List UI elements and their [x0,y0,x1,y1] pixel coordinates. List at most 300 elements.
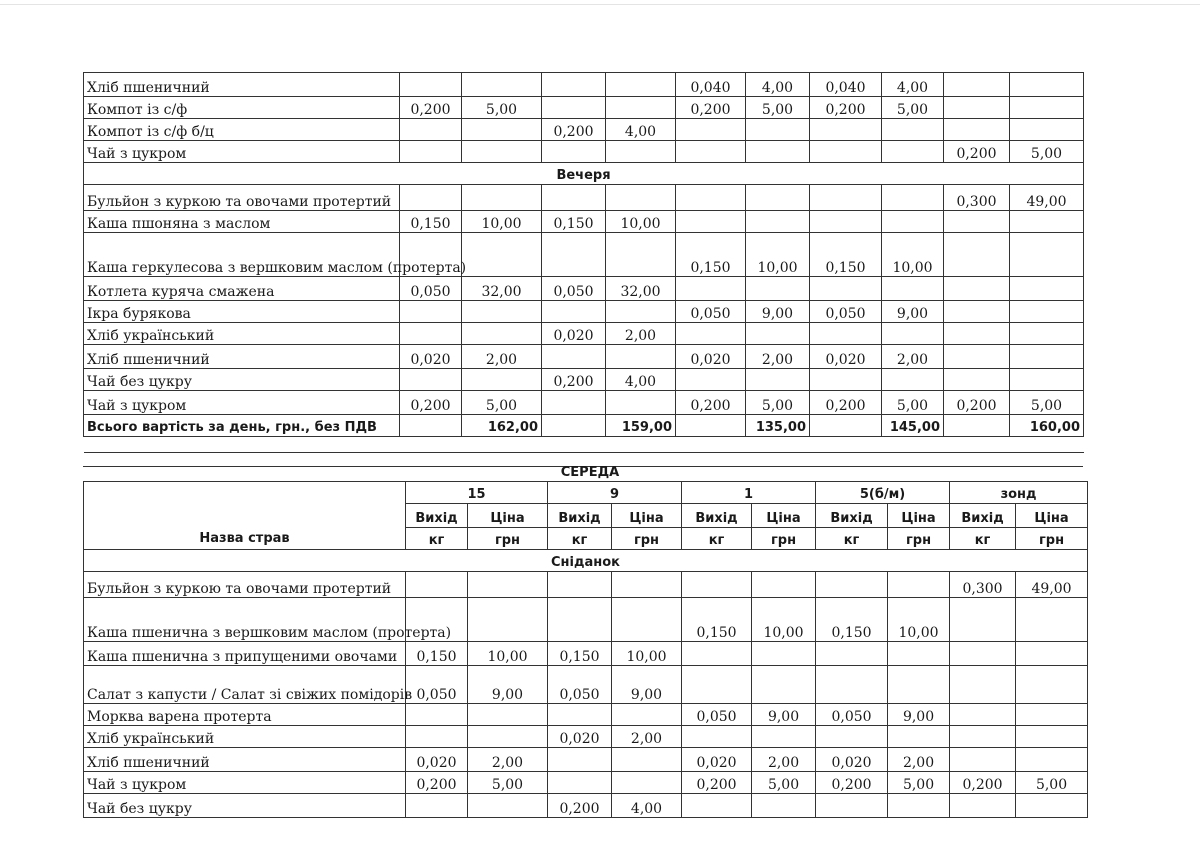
price-cell [888,572,950,598]
price-cell: 4,00 [606,119,676,141]
price-cell: 2,00 [462,345,542,369]
output-unit: кг [816,528,888,550]
output-unit: кг [682,528,752,550]
price-cell [1016,794,1088,818]
table-row [84,211,1084,233]
output-kg-cell: 0,050 [548,666,612,704]
price-cell [882,119,944,141]
dish-name: Бульйон з куркою та овочами протертий [84,185,400,211]
price-header: Ціна [468,504,548,528]
dish-name: Чай без цукру [84,794,406,818]
price-cell [746,369,810,391]
output-kg-cell: 0,040 [810,73,882,97]
price-cell [462,369,542,391]
output-kg-cell [810,185,882,211]
output-kg-cell [682,726,752,748]
output-kg-cell: 0,050 [406,666,468,704]
price-cell [1016,598,1088,642]
output-kg-cell [950,748,1016,772]
table-row [84,704,1088,726]
price-cell [1010,323,1084,345]
price-cell [746,141,810,163]
output-kg-cell [950,794,1016,818]
output-kg-cell [400,301,462,323]
price-cell: 2,00 [752,748,816,772]
output-kg-cell: 0,040 [676,73,746,97]
price-cell [606,185,676,211]
price-cell: 5,00 [746,391,810,415]
output-kg-cell [816,726,888,748]
output-kg-cell [950,642,1016,666]
price-cell: 10,00 [606,211,676,233]
price-cell [1010,369,1084,391]
output-kg-cell: 0,020 [542,323,606,345]
output-kg-cell [548,704,612,726]
table-row [84,141,1084,163]
output-kg-cell [810,277,882,301]
output-kg-cell [542,73,606,97]
output-kg-cell: 0,200 [676,97,746,119]
output-header: Вихід [406,504,468,528]
output-kg-cell [542,233,606,277]
price-cell [888,726,950,748]
price-cell [612,748,682,772]
price-cell [462,185,542,211]
output-kg-cell [944,323,1010,345]
price-cell [882,369,944,391]
output-kg-cell: 0,200 [810,391,882,415]
price-cell [462,119,542,141]
output-kg-cell: 0,150 [406,642,468,666]
dish-name: Каша пшенична з припущеними овочами [84,642,406,666]
price-cell: 9,00 [882,301,944,323]
price-cell [1016,704,1088,726]
output-kg-cell [542,391,606,415]
table-row [84,642,1088,666]
table-row [84,73,1084,97]
dish-name: Чай з цукром [84,772,406,794]
price-cell: 5,00 [888,772,950,794]
output-kg-cell [548,572,612,598]
price-cell [746,119,810,141]
group-header-zond: зонд [950,482,1088,504]
dish-name: Каша пшоняна з маслом [84,211,400,233]
group-header-9: 9 [548,482,682,504]
price-cell [1010,233,1084,277]
price-cell [752,726,816,748]
menu-table-wednesday [83,481,1088,818]
price-cell [462,233,542,277]
table-row [84,572,1088,598]
price-cell [1010,97,1084,119]
output-kg-cell: 0,050 [810,301,882,323]
price-cell [606,141,676,163]
total-value: 145,00 [882,415,944,437]
output-kg-cell [406,572,468,598]
output-kg-cell [944,345,1010,369]
output-kg-cell: 0,020 [682,748,752,772]
table-row [84,277,1084,301]
output-kg-cell [816,642,888,666]
price-cell [1010,277,1084,301]
price-header: Ціна [1016,504,1088,528]
output-kg-cell: 0,150 [676,233,746,277]
price-cell: 2,00 [882,345,944,369]
price-cell: 2,00 [468,748,548,772]
price-cell: 49,00 [1016,572,1088,598]
dish-name: Морква варена протерта [84,704,406,726]
table-row [84,345,1084,369]
output-kg-cell: 0,050 [682,704,752,726]
output-kg-cell: 0,020 [400,345,462,369]
price-cell: 9,00 [752,704,816,726]
price-cell: 4,00 [882,73,944,97]
price-cell [606,97,676,119]
output-kg-cell [542,301,606,323]
table-row [84,323,1084,345]
output-kg-cell: 0,200 [944,391,1010,415]
output-unit: кг [548,528,612,550]
output-kg-cell [944,233,1010,277]
price-cell [888,794,950,818]
price-cell: 9,00 [468,666,548,704]
dish-name: Ікра бурякова [84,301,400,323]
price-cell: 10,00 [612,642,682,666]
section-title-breakfast: Сніданок [84,550,1088,572]
section-row [84,550,1088,572]
output-kg-cell [810,211,882,233]
output-kg-cell: 0,050 [676,301,746,323]
output-kg-cell [810,141,882,163]
total-value: 162,00 [462,415,542,437]
price-cell [1016,726,1088,748]
price-unit: грн [612,528,682,550]
price-cell [882,211,944,233]
price-cell [752,666,816,704]
output-kg-cell [676,369,746,391]
price-unit: грн [1016,528,1088,550]
section-row [84,163,1084,185]
output-kg-cell [406,704,468,726]
price-cell: 10,00 [468,642,548,666]
total-row [84,415,1084,437]
output-kg-cell: 0,200 [542,119,606,141]
price-header: Ціна [612,504,682,528]
price-cell [882,185,944,211]
price-cell: 5,00 [1010,141,1084,163]
dish-name: Котлета куряча смажена [84,277,400,301]
output-kg-cell: 0,150 [548,642,612,666]
price-cell [462,323,542,345]
table-row [84,97,1084,119]
price-cell [1010,345,1084,369]
dish-name: Компот із с/ф [84,97,400,119]
total-value: 159,00 [606,415,676,437]
output-kg-cell [542,185,606,211]
output-header: Вихід [682,504,752,528]
price-cell: 9,00 [746,301,810,323]
price-cell: 2,00 [612,726,682,748]
output-kg-cell: 0,020 [816,748,888,772]
price-cell: 5,00 [882,391,944,415]
output-kg-cell [400,73,462,97]
price-header: Ціна [888,504,950,528]
price-cell [746,323,810,345]
output-kg-cell [682,572,752,598]
price-cell [468,794,548,818]
output-kg-cell [950,704,1016,726]
table-row [84,391,1084,415]
dish-name: Каша геркулесова з вершковим маслом (протерта) [84,233,400,277]
day-title: СЕРЕДА [560,465,620,480]
price-cell: 4,00 [746,73,810,97]
dish-name: Чай без цукру [84,369,400,391]
output-kg-cell [542,97,606,119]
price-cell [612,598,682,642]
menu-table-tuesday [83,72,1084,453]
price-cell [752,642,816,666]
price-cell: 4,00 [606,369,676,391]
output-kg-cell [682,642,752,666]
table-row [84,748,1088,772]
price-cell: 5,00 [752,772,816,794]
price-cell: 10,00 [888,598,950,642]
output-kg-cell: 0,020 [676,345,746,369]
price-cell [746,211,810,233]
total-value: 135,00 [746,415,810,437]
output-kg-cell: 0,050 [816,704,888,726]
table-row [84,301,1084,323]
price-cell [1016,642,1088,666]
output-header: Вихід [950,504,1016,528]
output-kg-cell [944,97,1010,119]
output-kg-cell: 0,020 [810,345,882,369]
dish-name: Хліб пшеничний [84,748,406,772]
output-kg-cell: 0,150 [682,598,752,642]
dish-name-header: Назва страв [84,482,406,550]
table-row [84,726,1088,748]
section-title-dinner: Вечеря [84,163,1084,185]
output-kg-cell [676,141,746,163]
output-kg-cell [548,748,612,772]
output-kg-cell [944,301,1010,323]
output-kg-cell [400,323,462,345]
output-kg-cell [400,369,462,391]
dish-name: Хліб український [84,726,406,748]
output-kg-cell [548,598,612,642]
price-cell: 4,00 [612,794,682,818]
price-cell: 5,00 [462,97,542,119]
price-cell [1010,73,1084,97]
output-kg-cell [676,323,746,345]
output-kg-cell: 0,020 [548,726,612,748]
output-kg-cell: 0,200 [542,369,606,391]
price-cell: 5,00 [462,391,542,415]
output-kg-cell [676,185,746,211]
output-kg-cell: 0,300 [950,572,1016,598]
output-kg-cell: 0,150 [400,211,462,233]
price-cell [888,666,950,704]
output-kg-cell [676,211,746,233]
price-cell: 9,00 [612,666,682,704]
price-cell: 2,00 [746,345,810,369]
output-kg-cell [950,666,1016,704]
price-cell: 5,00 [882,97,944,119]
price-cell [882,323,944,345]
output-kg-cell [400,185,462,211]
output-kg-cell [950,726,1016,748]
output-kg-cell: 0,200 [676,391,746,415]
price-cell [882,277,944,301]
output-kg-cell: 0,200 [400,391,462,415]
price-cell: 10,00 [882,233,944,277]
price-cell [746,185,810,211]
output-kg-cell [406,726,468,748]
output-kg-cell: 0,200 [810,97,882,119]
output-header: Вихід [548,504,612,528]
price-cell [612,704,682,726]
price-cell [888,642,950,666]
spacer-cell [84,437,1084,453]
price-cell [1016,666,1088,704]
price-cell: 10,00 [462,211,542,233]
price-cell [882,141,944,163]
output-header: Вихід [816,504,888,528]
price-cell [606,391,676,415]
price-cell: 2,00 [888,748,950,772]
output-kg-cell: 0,200 [816,772,888,794]
group-header-5bm: 5(б/м) [816,482,950,504]
output-kg-cell [944,73,1010,97]
output-kg-cell [542,345,606,369]
price-cell: 10,00 [746,233,810,277]
output-kg-cell [542,141,606,163]
price-cell [462,141,542,163]
dish-name: Бульйон з куркою та овочами протертий [84,572,406,598]
dish-name: Компот із с/ф б/ц [84,119,400,141]
output-kg-cell [810,369,882,391]
output-kg-cell: 0,200 [944,141,1010,163]
dish-name: Чай з цукром [84,141,400,163]
total-spacer [676,415,746,437]
output-kg-cell [400,141,462,163]
output-kg-cell: 0,200 [950,772,1016,794]
dish-name: Хліб пшеничний [84,73,400,97]
output-kg-cell [944,369,1010,391]
price-cell [606,345,676,369]
dish-name: Салат з капусти / Салат зі свіжих помідорів [84,666,406,704]
price-unit: грн [888,528,950,550]
price-cell [1010,119,1084,141]
price-cell: 32,00 [462,277,542,301]
price-header: Ціна [752,504,816,528]
price-cell [462,301,542,323]
output-kg-cell: 0,200 [548,794,612,818]
total-spacer [400,415,462,437]
price-cell [468,726,548,748]
output-kg-cell [950,598,1016,642]
output-kg-cell: 0,020 [406,748,468,772]
output-kg-cell [810,323,882,345]
price-cell [462,73,542,97]
output-kg-cell [676,119,746,141]
output-kg-cell: 0,200 [682,772,752,794]
output-kg-cell [682,794,752,818]
price-cell: 2,00 [606,323,676,345]
output-kg-cell: 0,150 [816,598,888,642]
price-cell [1010,211,1084,233]
price-cell: 5,00 [468,772,548,794]
price-cell [1010,301,1084,323]
table-row [84,369,1084,391]
price-cell: 9,00 [888,704,950,726]
output-kg-cell [810,119,882,141]
price-cell: 49,00 [1010,185,1084,211]
table-row [84,666,1088,704]
price-cell [606,73,676,97]
output-kg-cell [548,772,612,794]
price-cell [606,301,676,323]
output-kg-cell [944,277,1010,301]
total-spacer [542,415,606,437]
price-unit: грн [468,528,548,550]
output-unit: кг [406,528,468,550]
output-kg-cell: 0,050 [400,277,462,301]
output-kg-cell: 0,150 [542,211,606,233]
output-kg-cell: 0,200 [406,772,468,794]
price-cell: 5,00 [1016,772,1088,794]
output-unit: кг [950,528,1016,550]
output-kg-cell [944,119,1010,141]
dish-name: Каша пшенична з вершковим маслом (протерта) [84,598,406,642]
output-kg-cell: 0,200 [400,97,462,119]
table-row [84,794,1088,818]
price-cell: 10,00 [752,598,816,642]
output-kg-cell [682,666,752,704]
price-cell: 5,00 [746,97,810,119]
spacer-row [84,437,1084,453]
price-cell [468,572,548,598]
table-row [84,598,1088,642]
output-kg-cell: 0,150 [810,233,882,277]
scan-top-edge [0,4,1200,5]
price-cell [752,794,816,818]
total-value: 160,00 [1010,415,1084,437]
price-cell: 32,00 [606,277,676,301]
price-cell [746,277,810,301]
total-label: Всього вартість за день, грн., без ПДВ [84,415,400,437]
price-cell [468,598,548,642]
output-kg-cell: 0,300 [944,185,1010,211]
output-kg-cell [816,572,888,598]
price-cell [612,772,682,794]
total-spacer [944,415,1010,437]
output-kg-cell [944,211,1010,233]
dish-name: Чай з цукром [84,391,400,415]
output-kg-cell [406,794,468,818]
price-cell [468,704,548,726]
table-row [84,185,1084,211]
dish-name: Хліб пшеничний [84,345,400,369]
price-cell [612,572,682,598]
table-row [84,233,1084,277]
dish-name: Хліб український [84,323,400,345]
output-kg-cell [816,794,888,818]
price-cell [606,233,676,277]
group-header-1: 1 [682,482,816,504]
total-spacer [810,415,882,437]
table-row [84,772,1088,794]
